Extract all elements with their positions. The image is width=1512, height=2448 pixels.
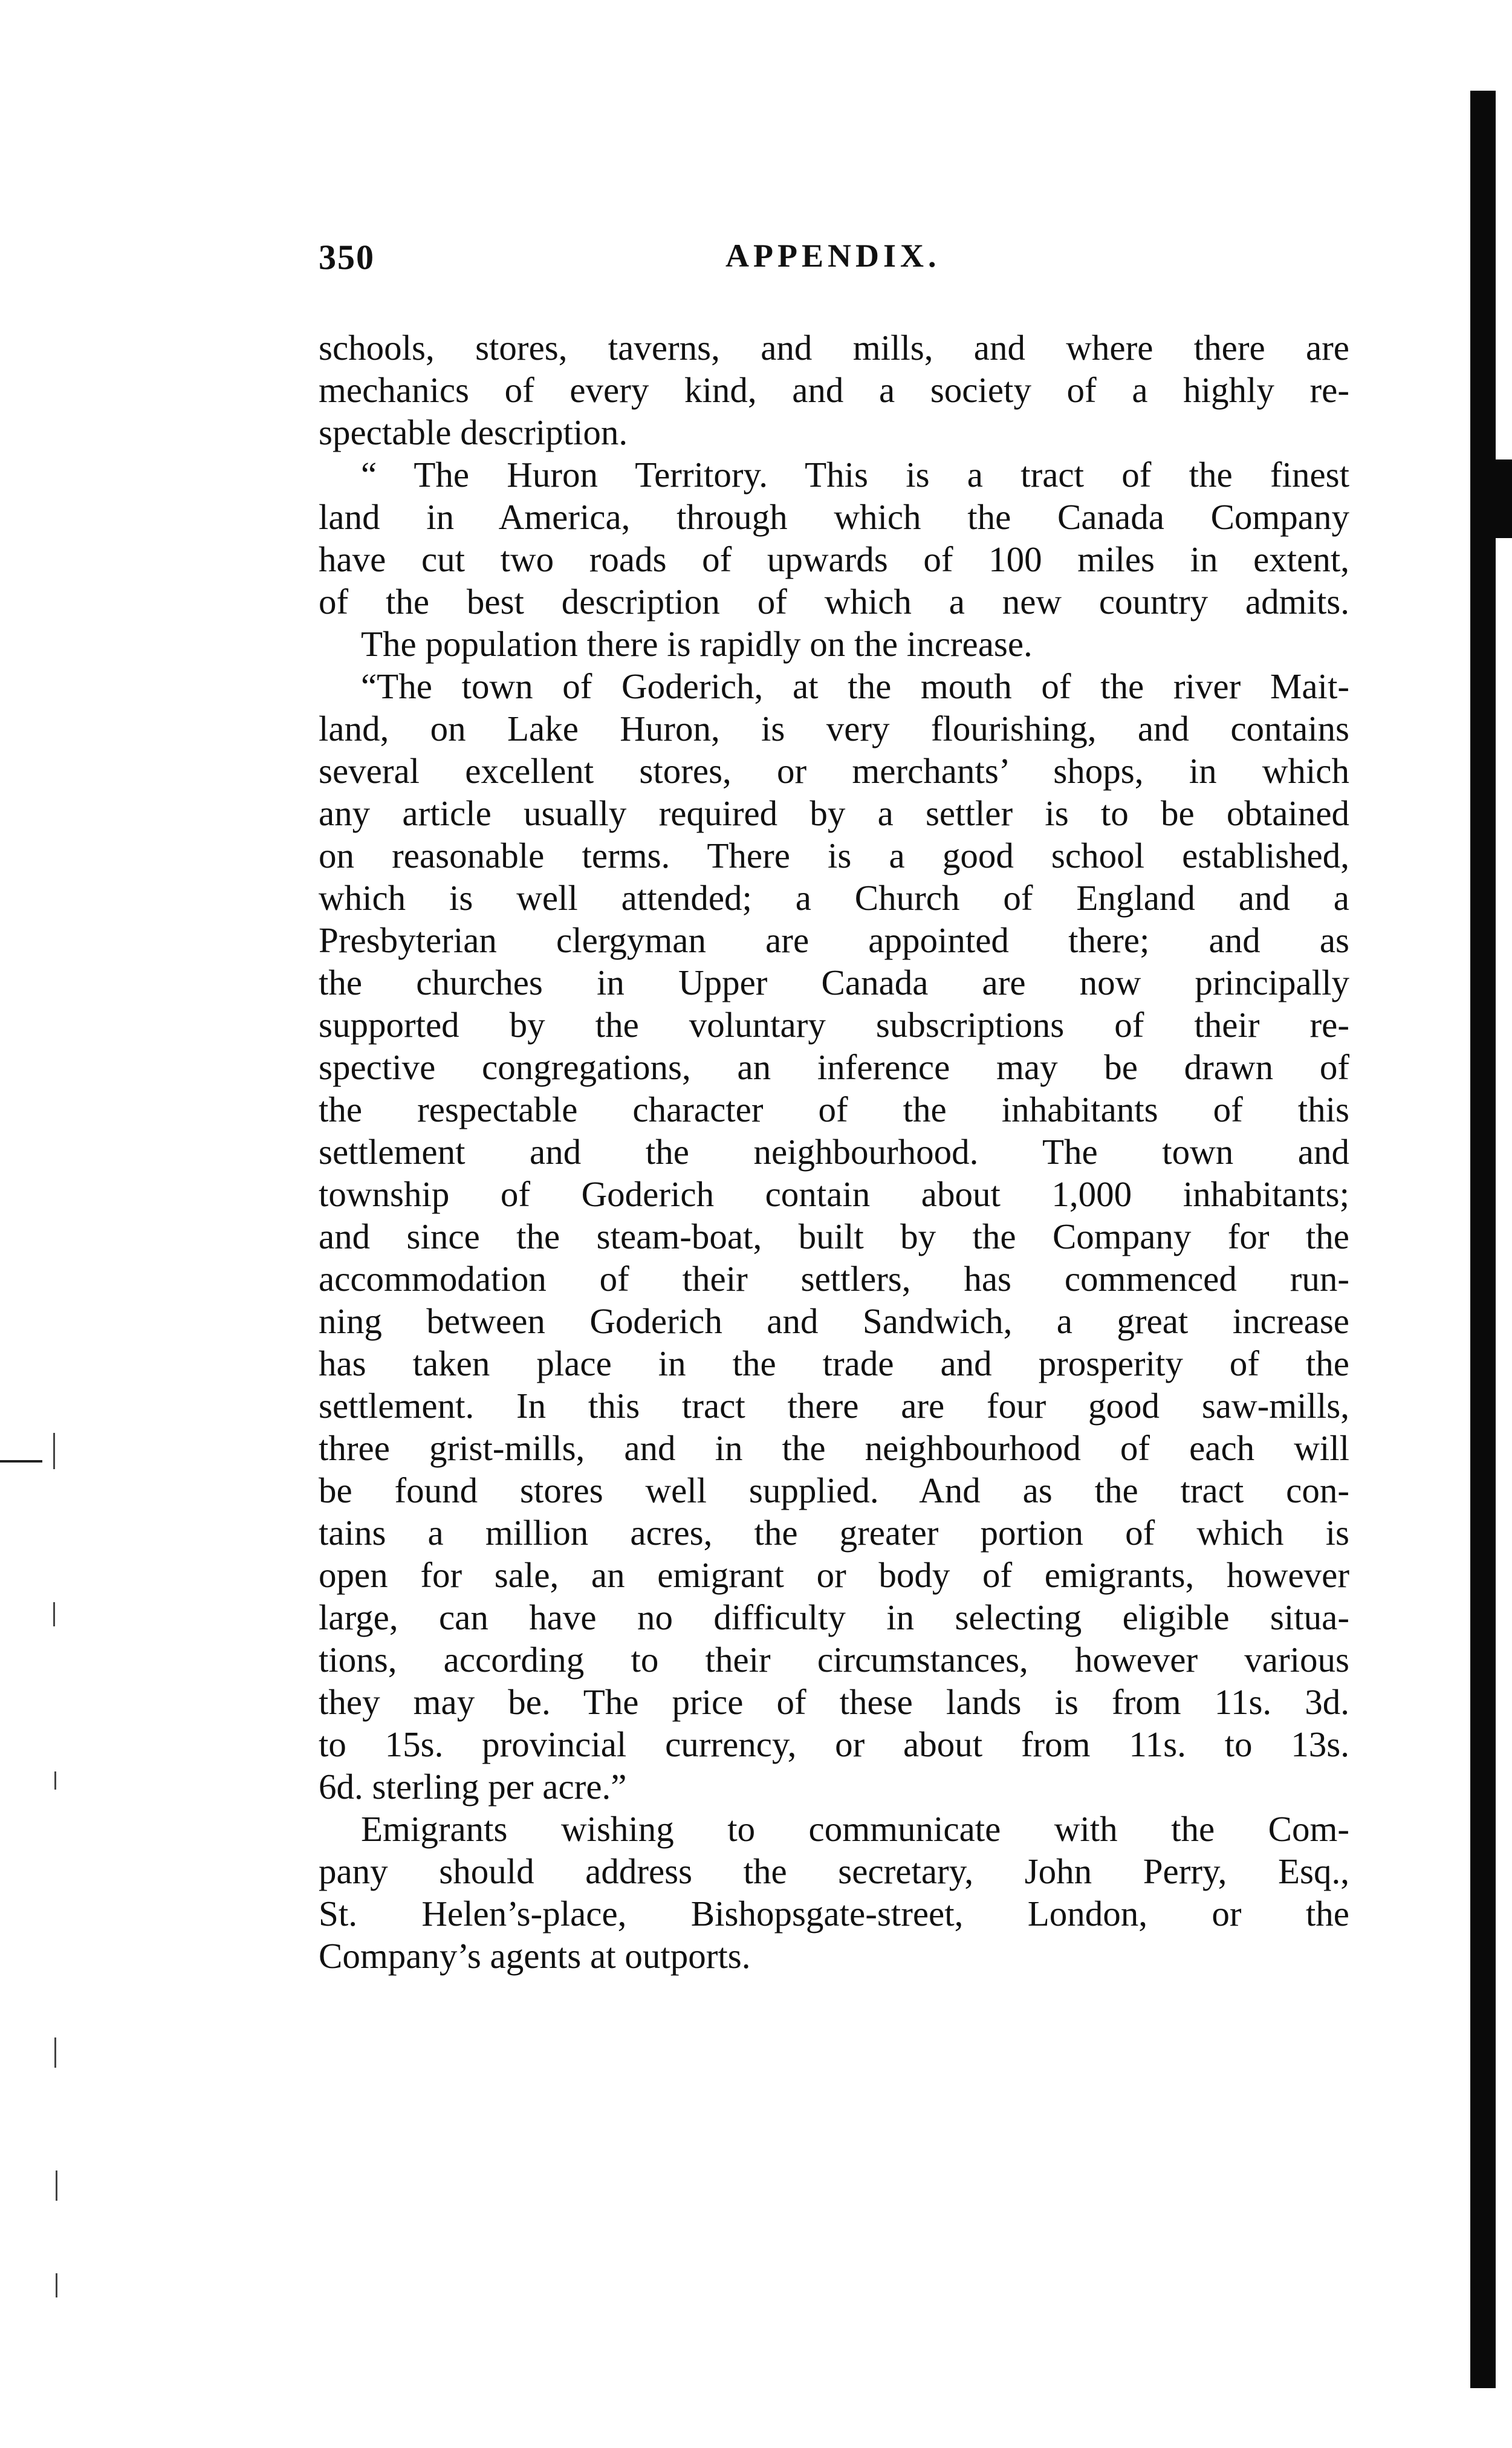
text-line: tions, according to their circumstances, however various: [319, 1640, 1349, 1680]
text-line: accommodation of their settlers, has commenced run-: [319, 1259, 1349, 1299]
margin-tick: [54, 2037, 56, 2068]
text-line: “The town of Goderich, at the mouth of the river Mait-: [361, 666, 1349, 706]
text-line: and since the steam-boat, built by the Company for the: [319, 1216, 1349, 1256]
body-text: [319, 326, 1349, 1977]
text-line: 6d. sterling per acre.”: [319, 1767, 627, 1807]
text-line: land in America, through which the Canada Company: [319, 497, 1349, 537]
text-line: pany should address the secretary, John Perry, Esq.,: [319, 1851, 1349, 1891]
text-line: settlement. In this tract there are four good saw-mills,: [319, 1386, 1349, 1426]
binding-notch: [1496, 459, 1512, 538]
text-line: of the best description of which a new country admits.: [319, 582, 1349, 622]
text-line: “ The Huron Territory. This is a tract of the finest: [361, 455, 1349, 495]
text-line: the churches in Upper Canada are now principally: [319, 963, 1349, 1002]
text-line: settlement and the neighbourhood. The town and: [319, 1132, 1349, 1172]
text-line: large, can have no difficulty in selecting eligible situa-: [319, 1597, 1349, 1637]
margin-tick: [53, 1433, 55, 1469]
page-number: 350: [319, 238, 375, 277]
text-line: Company’s agents at outports.: [319, 1936, 751, 1976]
text-line: on reasonable terms. There is a good school established,: [319, 836, 1349, 875]
text-line: has taken place in the trade and prosperity of the: [319, 1343, 1349, 1383]
text-line: Presbyterian clergyman are appointed there; and as: [319, 920, 1349, 960]
text-line: they may be. The price of these lands is from 11s. 3d.: [319, 1682, 1349, 1722]
text-line: ning between Goderich and Sandwich, a great increase: [319, 1301, 1349, 1341]
text-line: township of Goderich contain about 1,000 inhabitants;: [319, 1174, 1349, 1214]
text-line: schools, stores, taverns, and mills, and where there are: [319, 328, 1349, 368]
margin-tick: [56, 2273, 57, 2297]
text-line: three grist-mills, and in the neighbourhood of each will: [319, 1428, 1349, 1468]
text-line: the respectable character of the inhabitants of this: [319, 1089, 1349, 1129]
text-line: The population there is rapidly on the increase.: [361, 624, 1033, 664]
text-line: supported by the voluntary subscriptions of their re-: [319, 1005, 1349, 1045]
text-line: Emigrants wishing to communicate with the Com-: [361, 1809, 1349, 1849]
margin-tick: [53, 1602, 55, 1626]
text-line: have cut two roads of upwards of 100 miles in extent,: [319, 539, 1349, 579]
binding-shadow: [1470, 91, 1496, 2388]
margin-mark: [0, 1460, 42, 1463]
text-line: spective congregations, an inference may be drawn of: [319, 1047, 1349, 1087]
text-line: to 15s. provincial currency, or about from 11s. to 13s.: [319, 1724, 1349, 1764]
text-line: land, on Lake Huron, is very flourishing, and contains: [319, 709, 1349, 748]
text-line: spectable description.: [319, 412, 628, 452]
text-line: any article usually required by a settler is to be obtained: [319, 793, 1349, 833]
running-head: APPENDIX.: [725, 238, 941, 274]
text-line: St. Helen’s-place, Bishopsgate-street, London, or the: [319, 1894, 1349, 1933]
margin-tick: [54, 1771, 56, 1790]
text-line: mechanics of every kind, and a society of a highly re-: [319, 370, 1349, 410]
margin-tick: [56, 2170, 57, 2201]
text-line: several excellent stores, or merchants’ shops, in which: [319, 751, 1349, 791]
text-line: open for sale, an emigrant or body of emigrants, however: [319, 1555, 1349, 1595]
text-line: be found stores well supplied. And as the tract con-: [319, 1470, 1349, 1510]
text-line: tains a million acres, the greater portion of which is: [319, 1513, 1349, 1553]
text-line: which is well attended; a Church of England and a: [319, 878, 1349, 918]
